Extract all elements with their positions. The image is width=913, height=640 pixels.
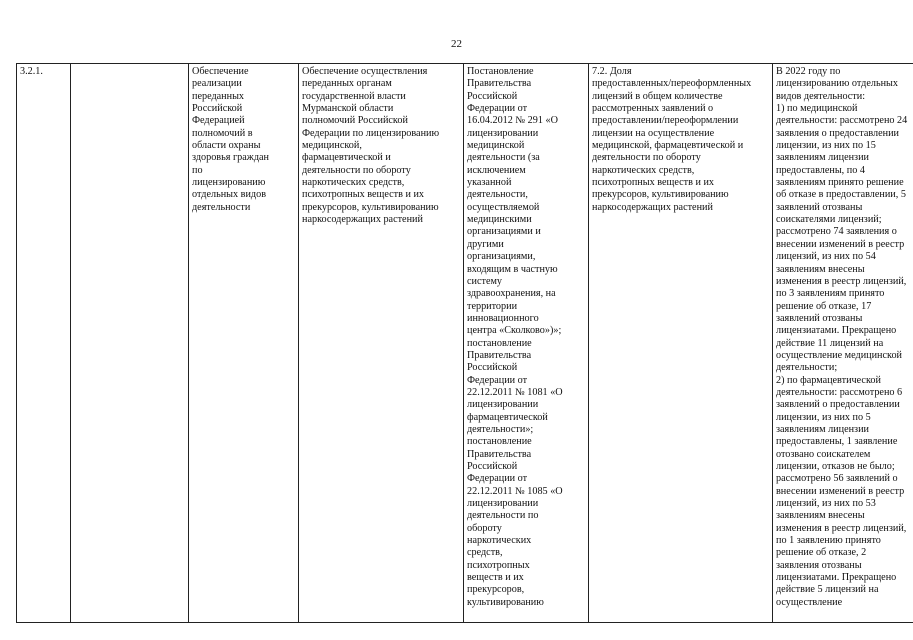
text-line: другими bbox=[467, 238, 504, 250]
text-line: организациями и bbox=[467, 226, 541, 238]
text-line: медицинскими bbox=[467, 214, 532, 226]
text-line: предоставлении/переоформлении bbox=[592, 115, 739, 127]
text-line: Мурманской области bbox=[302, 103, 394, 115]
text-line: деятельности, bbox=[467, 189, 528, 201]
text-line: заявлений отозваны bbox=[776, 312, 863, 324]
text-line: по bbox=[192, 164, 203, 176]
text-line: заявлениям принято решение bbox=[776, 177, 904, 189]
cell-activity bbox=[299, 64, 464, 623]
text-line: деятельности; bbox=[776, 362, 838, 374]
text-line: отдельных видов bbox=[192, 189, 266, 201]
text-line: 1) по медицинской bbox=[776, 103, 858, 115]
text-line: заявлениям лицензии bbox=[776, 423, 869, 435]
text-line: полномочий Российской bbox=[302, 115, 408, 127]
text-line: лицензиатами. Прекращено bbox=[776, 325, 897, 337]
text-line: психотропных веществ и их bbox=[302, 189, 425, 201]
text-line: здоровья граждан bbox=[192, 152, 269, 164]
text-line: лицензии на осуществление bbox=[592, 127, 715, 139]
report-table bbox=[16, 63, 913, 623]
text-line: предоставленных/переоформленных bbox=[592, 78, 752, 90]
cell-result bbox=[773, 64, 913, 623]
text-line: Российской bbox=[467, 362, 518, 374]
text-line: прекурсоров, культивированию bbox=[592, 189, 729, 201]
text-line: области охраны bbox=[192, 140, 261, 152]
text-line: средств, bbox=[467, 547, 503, 559]
text-line: Правительства bbox=[467, 78, 532, 90]
text-line: территории bbox=[467, 300, 518, 312]
text-line: медицинской, фармацевтической и bbox=[592, 140, 744, 152]
text-line: Федерации по лицензированию bbox=[302, 127, 440, 139]
text-line: деятельности (за bbox=[467, 152, 540, 164]
text-line: веществ и их bbox=[467, 572, 524, 584]
text-line: прекурсоров, культивированию bbox=[302, 201, 439, 213]
text-line: заявлениям лицензии bbox=[776, 152, 869, 164]
text-line: лицензии, из них по 15 bbox=[776, 140, 876, 152]
text-line: 22.12.2011 № 1085 «О bbox=[467, 485, 563, 497]
text-line: деятельности: рассмотрено 24 bbox=[776, 115, 908, 127]
cell-legal-basis bbox=[464, 64, 589, 623]
text-line: заявлений о предоставлении bbox=[776, 399, 900, 411]
text-line: переданных bbox=[192, 90, 245, 102]
text-line: организациями, bbox=[467, 251, 536, 263]
text-line: прекурсоров, bbox=[467, 584, 525, 596]
text-line: наркотических bbox=[467, 535, 532, 547]
text-line: обороту bbox=[467, 522, 502, 534]
text-line: Постановление bbox=[467, 66, 534, 77]
text-line: Российской bbox=[467, 461, 518, 472]
text-line: деятельности по обороту bbox=[302, 164, 411, 176]
text-line: лицензировании bbox=[467, 399, 539, 411]
text-line: наркосодержащих растений bbox=[302, 214, 423, 226]
text-line: лицензий, из них по 53 bbox=[776, 498, 876, 510]
text-line: действие 5 лицензий на bbox=[776, 584, 879, 596]
text-line: деятельности»; bbox=[467, 423, 534, 435]
text-line: рассмотрено 74 заявления о bbox=[776, 226, 897, 238]
text-line: наркотических средств, bbox=[592, 164, 695, 176]
text-line: Федерации от bbox=[467, 473, 528, 485]
text-line: В 2022 году по bbox=[776, 66, 841, 77]
text-line: Российской bbox=[467, 90, 518, 102]
text-line: Федерации от bbox=[467, 103, 528, 115]
text-line: соискателями лицензий; bbox=[776, 214, 882, 226]
text-line: лицензированию bbox=[192, 177, 266, 189]
text-line: осуществление bbox=[776, 596, 843, 608]
text-line: государственной власти bbox=[302, 90, 406, 102]
text-line: входящим в частную bbox=[467, 263, 558, 275]
text-line: Обеспечение осуществления bbox=[302, 66, 428, 77]
text-line: Федерацией bbox=[192, 115, 245, 127]
text-line: культивированию bbox=[467, 596, 544, 608]
text-line: осуществление медицинской bbox=[776, 349, 903, 361]
text-line: заявлениям внесены bbox=[776, 510, 865, 522]
text-line: изменения в реестр лицензий, bbox=[776, 522, 907, 534]
text-line: Правительства bbox=[467, 349, 532, 361]
text-line: 22.12.2011 № 1081 «О bbox=[467, 386, 563, 398]
text-line: заявлениям внесены bbox=[776, 263, 865, 275]
cell-empty bbox=[71, 64, 189, 623]
text-line: Российской bbox=[192, 103, 243, 115]
text-line: рассмотрено 56 заявлений о bbox=[776, 473, 898, 485]
text-line: Правительства bbox=[467, 448, 532, 460]
text-line: деятельности bbox=[192, 201, 251, 213]
text-line: инновационного bbox=[467, 312, 539, 324]
text-line: заявлений отозваны bbox=[776, 201, 863, 213]
text-line: лицензировании bbox=[467, 127, 539, 139]
text-line: реализации bbox=[192, 78, 242, 90]
text-line: медицинской, bbox=[302, 140, 362, 152]
table-row bbox=[17, 64, 913, 623]
text-line: действие 11 лицензий на bbox=[776, 337, 884, 349]
cell-task bbox=[189, 64, 299, 623]
text-line: заявления отозваны bbox=[776, 559, 862, 571]
text-line: исключением bbox=[467, 164, 526, 176]
text-line: систему bbox=[467, 275, 503, 287]
text-line: лицензий в общем количестве bbox=[592, 90, 723, 102]
text-line: решение об отказе, 17 bbox=[776, 300, 872, 312]
text-line: здравоохранения, на bbox=[467, 288, 556, 300]
text-line: 16.04.2012 № 291 «О bbox=[467, 115, 558, 127]
text-line: изменения в реестр лицензий, bbox=[776, 275, 907, 287]
text-line: постановление bbox=[467, 436, 532, 448]
text-line: по 3 заявлениям принято bbox=[776, 288, 885, 300]
text-line: отозвано соискателем bbox=[776, 448, 871, 460]
text-line: рассмотренных заявлений о bbox=[592, 103, 714, 115]
text-line: внесении изменений в реестр bbox=[776, 485, 905, 497]
text-line: фармацевтической bbox=[467, 411, 548, 423]
text-line: предоставлены, по 4 bbox=[776, 164, 865, 176]
text-line: деятельности по bbox=[467, 510, 539, 522]
text-line: Федерации от bbox=[467, 374, 528, 386]
text-line: 7.2. Доля bbox=[592, 66, 632, 77]
text-line: видов деятельности: bbox=[776, 90, 866, 102]
text-line: по 1 заявлению принято bbox=[776, 535, 881, 547]
text-line: деятельности по обороту bbox=[592, 152, 701, 164]
text-line: лицензировании bbox=[467, 498, 539, 510]
text-line: осуществляемой bbox=[467, 201, 540, 213]
cell-indicator bbox=[589, 64, 773, 623]
cell-number: 3.2.1. bbox=[17, 64, 71, 623]
text-line: лицензиатами. Прекращено bbox=[776, 572, 897, 584]
text-line: психотропных bbox=[467, 559, 530, 571]
text-line: постановление bbox=[467, 337, 532, 349]
text-line: предоставлены, 1 заявление bbox=[776, 436, 898, 448]
text-line: наркосодержащих растений bbox=[592, 201, 713, 213]
text-line: об отказе в предоставлении, 5 bbox=[776, 189, 906, 201]
text-line: решение об отказе, 2 bbox=[776, 547, 867, 559]
text-line: Обеспечение bbox=[192, 66, 249, 77]
text-line: заявления о предоставлении bbox=[776, 127, 900, 139]
page-number: 22 bbox=[451, 38, 462, 50]
text-line: лицензированию отдельных bbox=[776, 78, 898, 90]
text-line: психотропных веществ и их bbox=[592, 177, 715, 189]
text-line: центра «Сколково»)»; bbox=[467, 325, 562, 337]
text-line: медицинской bbox=[467, 140, 525, 152]
text-line: лицензии, из них по 5 bbox=[776, 411, 871, 423]
text-line: переданных органам bbox=[302, 78, 392, 90]
text-line: лицензии, отказов не было; bbox=[776, 461, 895, 472]
text-line: внесении изменений в реестр bbox=[776, 238, 905, 250]
text-line: лицензий, из них по 54 bbox=[776, 251, 876, 263]
text-line: указанной bbox=[467, 177, 512, 189]
text-line: фармацевтической и bbox=[302, 152, 391, 164]
text-line: полномочий в bbox=[192, 127, 253, 139]
text-line: 2) по фармацевтической bbox=[776, 374, 881, 386]
text-line: наркотических средств, bbox=[302, 177, 405, 189]
text-line: деятельности: рассмотрено 6 bbox=[776, 386, 903, 398]
